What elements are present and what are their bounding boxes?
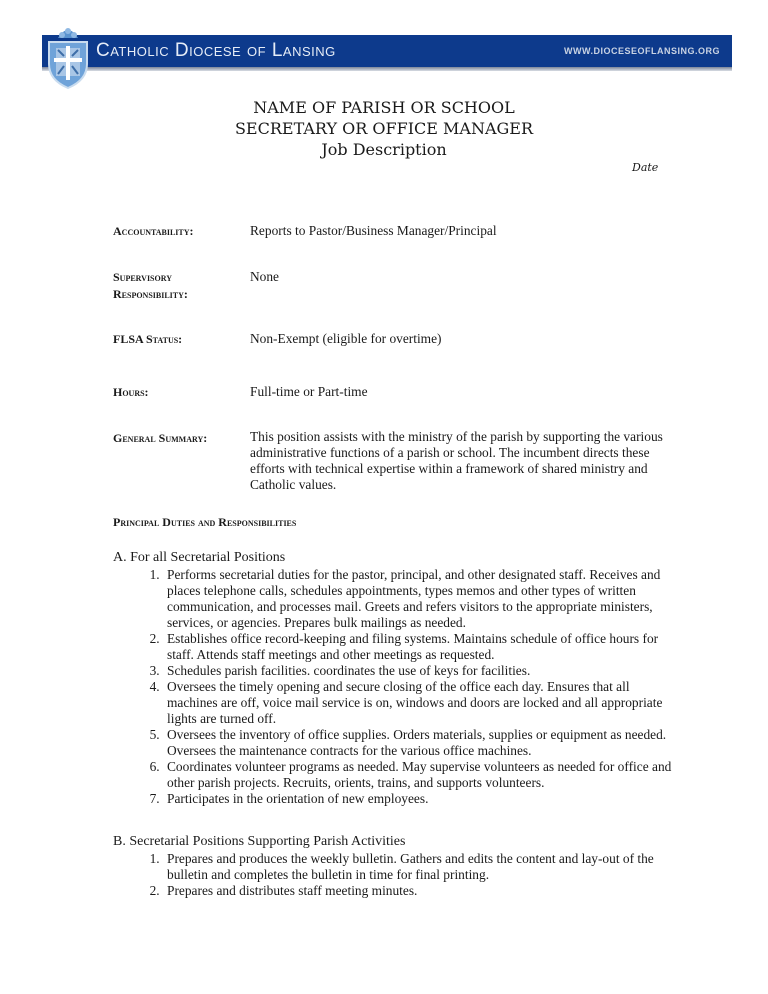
website-link[interactable]: WWW.DIOCESEOFLANSING.ORG (564, 46, 720, 56)
supervisory-label-line2: Responsibility: (113, 287, 188, 301)
list-item: 2. Prepares and distributes staff meeting minutes. (163, 883, 675, 899)
list-item: 6. Coordinates volunteer programs as needed. May supervise volunteers as needed for office and other parish projects. Recruits, orients, trains, and supports volunteers. (163, 759, 675, 791)
supervisory-value: None (250, 269, 280, 284)
summary-label: General Summary: (113, 431, 208, 445)
section-b-title: B. Secretarial Positions Supporting Parish Activities (113, 834, 406, 849)
letterhead-banner-shadow (42, 67, 732, 71)
list-item: 1. Prepares and produces the weekly bulletin. Gathers and edits the content and lay-out of the bulletin and completes the bulletin in time for final printing. (163, 851, 675, 883)
hours-value: Full-time or Part-time (250, 384, 368, 399)
list-item: 4. Oversees the timely opening and secure closing of the office each day. Ensures that all machines are off, voice mail service is on, windows and doors are locked and all appropriate lights are turned off. (163, 679, 675, 727)
list-item: 2. Establishes office record-keeping and filing systems. Maintains schedule of office hours for staff. Attends staff meetings and other meetings as requested. (163, 631, 675, 663)
accountability-value: Reports to Pastor/Business Manager/Principal (250, 223, 497, 238)
hours-label: Hours: (113, 385, 149, 399)
date-label: Date (632, 161, 659, 174)
title-line-position: SECRETARY OR OFFICE MANAGER (234, 119, 534, 138)
list-item: 5. Oversees the inventory of office supplies. Orders materials, supplies or equipment as needed. Oversees the maintenance contracts for the various office machines. (163, 727, 675, 759)
section-b-list (113, 851, 675, 899)
section-a-title: A. For all Secretarial Positions (113, 550, 286, 565)
title-line-parish: NAME OF PARISH OR SCHOOL (253, 98, 515, 117)
supervisory-label-line1: Supervisory (113, 270, 173, 284)
list-item: 7. Participates in the orientation of new employees. (163, 791, 675, 807)
summary-value: This position assists with the ministry of the parish by supporting the various administrative functions of a parish or school. The incumbent directs these efforts with technical expertise within a framework of shared ministry and Catholic values. (250, 429, 663, 492)
section-a-list (113, 567, 675, 807)
flsa-label: FLSA Status: (113, 332, 183, 346)
list-item: 1. Performs secretarial duties for the pastor, principal, and other designated staff. Receives and places telephone calls, schedules appointments, types memos and other types of written communication, and processes mail. Greets and refers visitors to the appropriate ministers, services, or agencies. Prepares bulk mailings as needed. (163, 567, 675, 631)
flsa-value: Non-Exempt (eligible for overtime) (250, 331, 442, 346)
accountability-label: Accountability: (113, 224, 194, 238)
diocese-shield-icon (44, 20, 92, 90)
organization-name: Catholic Diocese of Lansing (96, 40, 336, 61)
title-line-job-description: Job Description (321, 140, 447, 159)
list-item: 3. Schedules parish facilities. coordinates the use of keys for facilities. (163, 663, 675, 679)
duties-heading: Principal Duties and Responsibilities (113, 515, 297, 529)
document-title (0, 97, 768, 160)
supervisory-label (113, 269, 188, 303)
